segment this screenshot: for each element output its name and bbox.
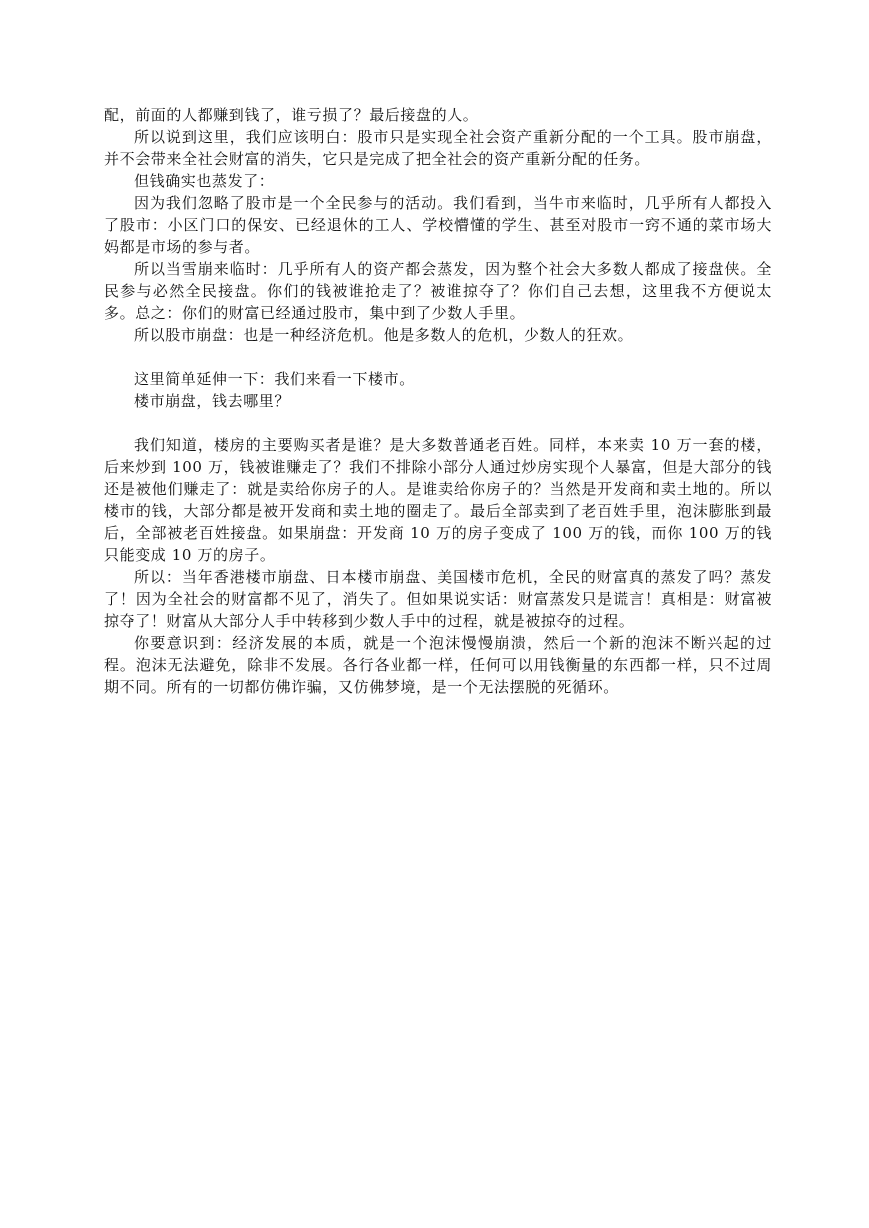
paragraph: 但钱确实也蒸发了：	[134, 172, 275, 190]
paragraph: 这里简单延伸一下：我们来看一下楼市。	[134, 370, 415, 388]
blank-line	[104, 346, 772, 368]
blank-line	[104, 412, 772, 434]
section-question: 楼市崩盘，钱去哪里？	[134, 392, 291, 410]
paragraph: 所以说到这里，我们应该明白：股市只是实现全社会资产重新分配的一个工具。股市崩盘，并不会带来全社会财富的消失，它只是完成了把全社会的资产重新分配的任务。	[104, 128, 772, 168]
document-page	[104, 104, 772, 698]
paragraph: 我们知道，楼房的主要购买者是谁？是大多数普通老百姓。同样，本来卖 10 万一套的楼，后来炒到 100 万，钱被谁赚走了？我们不排除小部分人通过炒房实现个人暴富，但是大部分的钱还是被他们赚走了：就是卖给你房子的人。是谁卖给你房子的？当然是开发商和卖土地的。所以楼市的钱，大部分都是被开发商和卖土地的圈走了。最后全部卖到了老百姓手里，泡沫膨胀到最后，全部被老百姓接盘。如果崩盘：开发商 10 万的房子变成了 100 万的钱，而你 100 万的钱只能变成 10 万的房子。	[104, 436, 772, 564]
paragraph: 所以当雪崩来临时：几乎所有人的资产都会蒸发，因为整个社会大多数人都成了接盘侠。全民参与必然全民接盘。你们的钱被谁抢走了？被谁掠夺了？你们自己去想，这里我不方便说太多。总之：你们的财富已经通过股市，集中到了少数人手里。	[104, 260, 772, 322]
paragraph: 所以股市崩盘：也是一种经济危机。他是多数人的危机，少数人的狂欢。	[134, 326, 634, 344]
paragraph: 配，前面的人都赚到钱了，谁亏损了？最后接盘的人。	[104, 106, 479, 124]
paragraph: 你要意识到：经济发展的本质，就是一个泡沫慢慢崩溃，然后一个新的泡沫不断兴起的过程。泡沫无法避免，除非不发展。各行各业都一样，任何可以用钱衡量的东西都一样，只不过周期不同。所有的一切都仿佛诈骗，又仿佛梦境，是一个无法摆脱的死循环。	[104, 634, 772, 696]
paragraph: 因为我们忽略了股市是一个全民参与的活动。我们看到，当牛市来临时，几乎所有人都投入了股市：小区门口的保安、已经退休的工人、学校懵懂的学生、甚至对股市一窍不通的菜市场大妈都是市场的参与者。	[104, 194, 772, 256]
paragraph: 所以：当年香港楼市崩盘、日本楼市崩盘、美国楼市危机，全民的财富真的蒸发了吗？蒸发了！因为全社会的财富都不见了，消失了。但如果说实话：财富蒸发只是谎言！真相是：财富被掠夺了！财富从大部分人手中转移到少数人手中的过程，就是被掠夺的过程。	[104, 568, 772, 630]
